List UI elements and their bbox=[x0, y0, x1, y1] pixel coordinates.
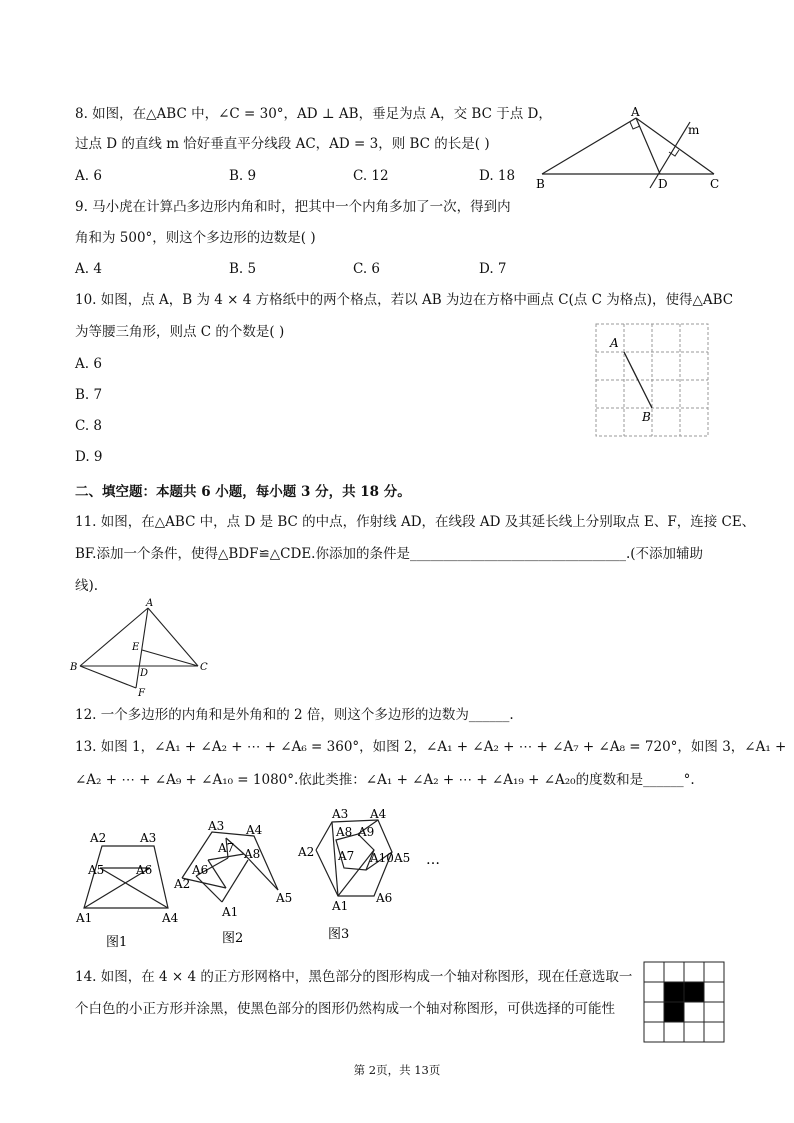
q13-f3-label-a2: A2 bbox=[298, 845, 315, 859]
q11-label-e: E bbox=[132, 642, 140, 653]
q13-f2-label-a2: A2 bbox=[174, 877, 191, 891]
q13-f3-label-a8: A8 bbox=[336, 825, 353, 839]
q13-f1-label-a1: A1 bbox=[76, 911, 93, 925]
q13-f2-label-a7: A7 bbox=[218, 841, 235, 855]
q13-ellipsis: … bbox=[426, 852, 440, 868]
q13-f2-label-a6: A6 bbox=[192, 863, 209, 877]
q14-grid-figure bbox=[642, 960, 730, 1048]
q13-figure-3-caption: 图3 bbox=[328, 927, 350, 942]
q13-figure-2-caption: 图2 bbox=[222, 931, 244, 946]
q13-f3-label-a3: A3 bbox=[332, 807, 349, 821]
q8-line2: 过点 D 的直线 m 恰好垂直平分线段 AC，AD = 3，则 BC 的长是( ) bbox=[75, 136, 490, 152]
q13-f2-label-a3: A3 bbox=[208, 819, 225, 833]
page-footer: 第 2页，共 13页 bbox=[353, 1063, 441, 1077]
q9-line2: 角和为 500°，则这个多边形的边数是( ) bbox=[75, 230, 316, 246]
q8-option-b: B. 9 bbox=[229, 168, 257, 184]
q10-option-d: D. 9 bbox=[75, 449, 103, 465]
q13-f3-label-a6: A6 bbox=[376, 891, 393, 905]
q10-label-b: B bbox=[642, 410, 651, 424]
q13-figure-3 bbox=[296, 804, 446, 944]
q8-label-m: m bbox=[688, 123, 700, 137]
q13-f2-label-a1: A1 bbox=[222, 905, 239, 919]
q8-option-c: C. 12 bbox=[353, 168, 389, 184]
q9-option-c: C. 6 bbox=[353, 261, 381, 277]
q8-line1: 8. 如图，在△ABC 中，∠C = 30°，AD ⊥ AB，垂足为点 A，交 BC 于点 D， bbox=[75, 106, 552, 122]
q13-figure-2 bbox=[170, 818, 298, 948]
q8-option-a: A. 6 bbox=[75, 168, 102, 184]
q11-line1: 11. 如图，在△ABC 中，点 D 是 BC 的中点，作射线 AD，在线段 AD 及其延长线上分别取点 E、F，连接 CE、 bbox=[75, 514, 756, 530]
q8-option-d: D. 18 bbox=[479, 168, 516, 184]
q13-figure-1 bbox=[70, 820, 182, 950]
q13-line2: ∠A₂ + ⋯ + ∠A₉ + ∠A₁₀ = 1080°.依此类推：∠A₁ + ∠A₂ + ⋯ + ∠A₁₉ + ∠A₂₀的度数和是______°. bbox=[75, 772, 695, 788]
q13-f3-label-a10: A10 bbox=[370, 851, 394, 865]
q10-line1: 10. 如图，点 A，B 为 4 × 4 方格纸中的两个格点，若以 AB 为边在方格中画点 C(点 C 为格点)，使得△ABC bbox=[75, 292, 734, 308]
q11-triangle-figure bbox=[66, 596, 216, 700]
q11-line3: 线). bbox=[75, 578, 99, 594]
q13-f2-label-a4: A4 bbox=[246, 823, 263, 837]
q9-option-b: B. 5 bbox=[229, 261, 257, 277]
q13-f1-label-a2: A2 bbox=[90, 831, 107, 845]
q11-line2: BF.添加一个条件，使得△BDF≌△CDE.你添加的条件是________________________________.(不添加辅助 bbox=[75, 546, 704, 562]
q13-f1-label-a4: A4 bbox=[162, 911, 179, 925]
q8-label-d: D bbox=[658, 177, 668, 191]
q13-f2-label-a5: A5 bbox=[276, 891, 293, 905]
q9-option-a: A. 4 bbox=[75, 261, 102, 277]
q13-line1: 13. 如图 1，∠A₁ + ∠A₂ + ⋯ + ∠A₆ = 360°，如图 2，∠A₁ + ∠A₂ + ⋯ + ∠A₇ + ∠A₈ = 720°，如图 3，∠A₁ + bbox=[75, 739, 787, 755]
q10-label-a: A bbox=[610, 336, 619, 350]
q10-option-a: A. 6 bbox=[75, 356, 102, 372]
q13-f3-label-a9: A9 bbox=[358, 825, 375, 839]
q13-f1-label-a3: A3 bbox=[140, 831, 157, 845]
q10-line2: 为等腰三角形，则点 C 的个数是( ) bbox=[75, 324, 285, 340]
q10-grid-figure bbox=[592, 320, 714, 442]
q11-label-a: A bbox=[146, 598, 154, 609]
q8-label-c: C bbox=[710, 177, 720, 191]
q13-f3-label-a5: A5 bbox=[394, 851, 411, 865]
q8-label-b: B bbox=[536, 177, 545, 191]
q8-label-a: A bbox=[631, 105, 640, 119]
q11-label-f: F bbox=[138, 688, 145, 699]
q14-line1: 14. 如图，在 4 × 4 的正方形网格中，黑色部分的图形构成一个轴对称图形，现在任意选取一 bbox=[75, 969, 633, 985]
section-fill-in-heading: 二、填空题：本题共 6 小题，每小题 3 分，共 18 分。 bbox=[75, 484, 411, 500]
q8-triangle-figure bbox=[532, 104, 732, 192]
q13-f3-label-a7: A7 bbox=[338, 849, 355, 863]
q13-f3-label-a4: A4 bbox=[370, 807, 387, 821]
q13-f2-label-a8: A8 bbox=[244, 847, 261, 861]
q14-line2: 个白色的小正方形并涂黑，使黑色部分的图形仍然构成一个轴对称图形，可供选择的可能性 bbox=[75, 1001, 615, 1017]
q13-f3-label-a1: A1 bbox=[332, 899, 349, 913]
q13-f1-label-a6: A6 bbox=[136, 863, 153, 877]
q9-option-d: D. 7 bbox=[479, 261, 507, 277]
q13-figure-1-caption: 图1 bbox=[106, 935, 128, 950]
q12-text: 12. 一个多边形的内角和是外角和的 2 倍，则这个多边形的边数为______. bbox=[75, 707, 514, 723]
q10-option-c: C. 8 bbox=[75, 418, 103, 434]
q11-label-c: C bbox=[200, 662, 208, 673]
q13-f1-label-a5: A5 bbox=[88, 863, 105, 877]
q11-label-d: D bbox=[140, 668, 149, 679]
q10-option-b: B. 7 bbox=[75, 387, 103, 403]
q9-line1: 9. 马小虎在计算凸多边形内角和时，把其中一个内角多加了一次，得到内 bbox=[75, 199, 511, 215]
q11-label-b: B bbox=[70, 662, 78, 673]
